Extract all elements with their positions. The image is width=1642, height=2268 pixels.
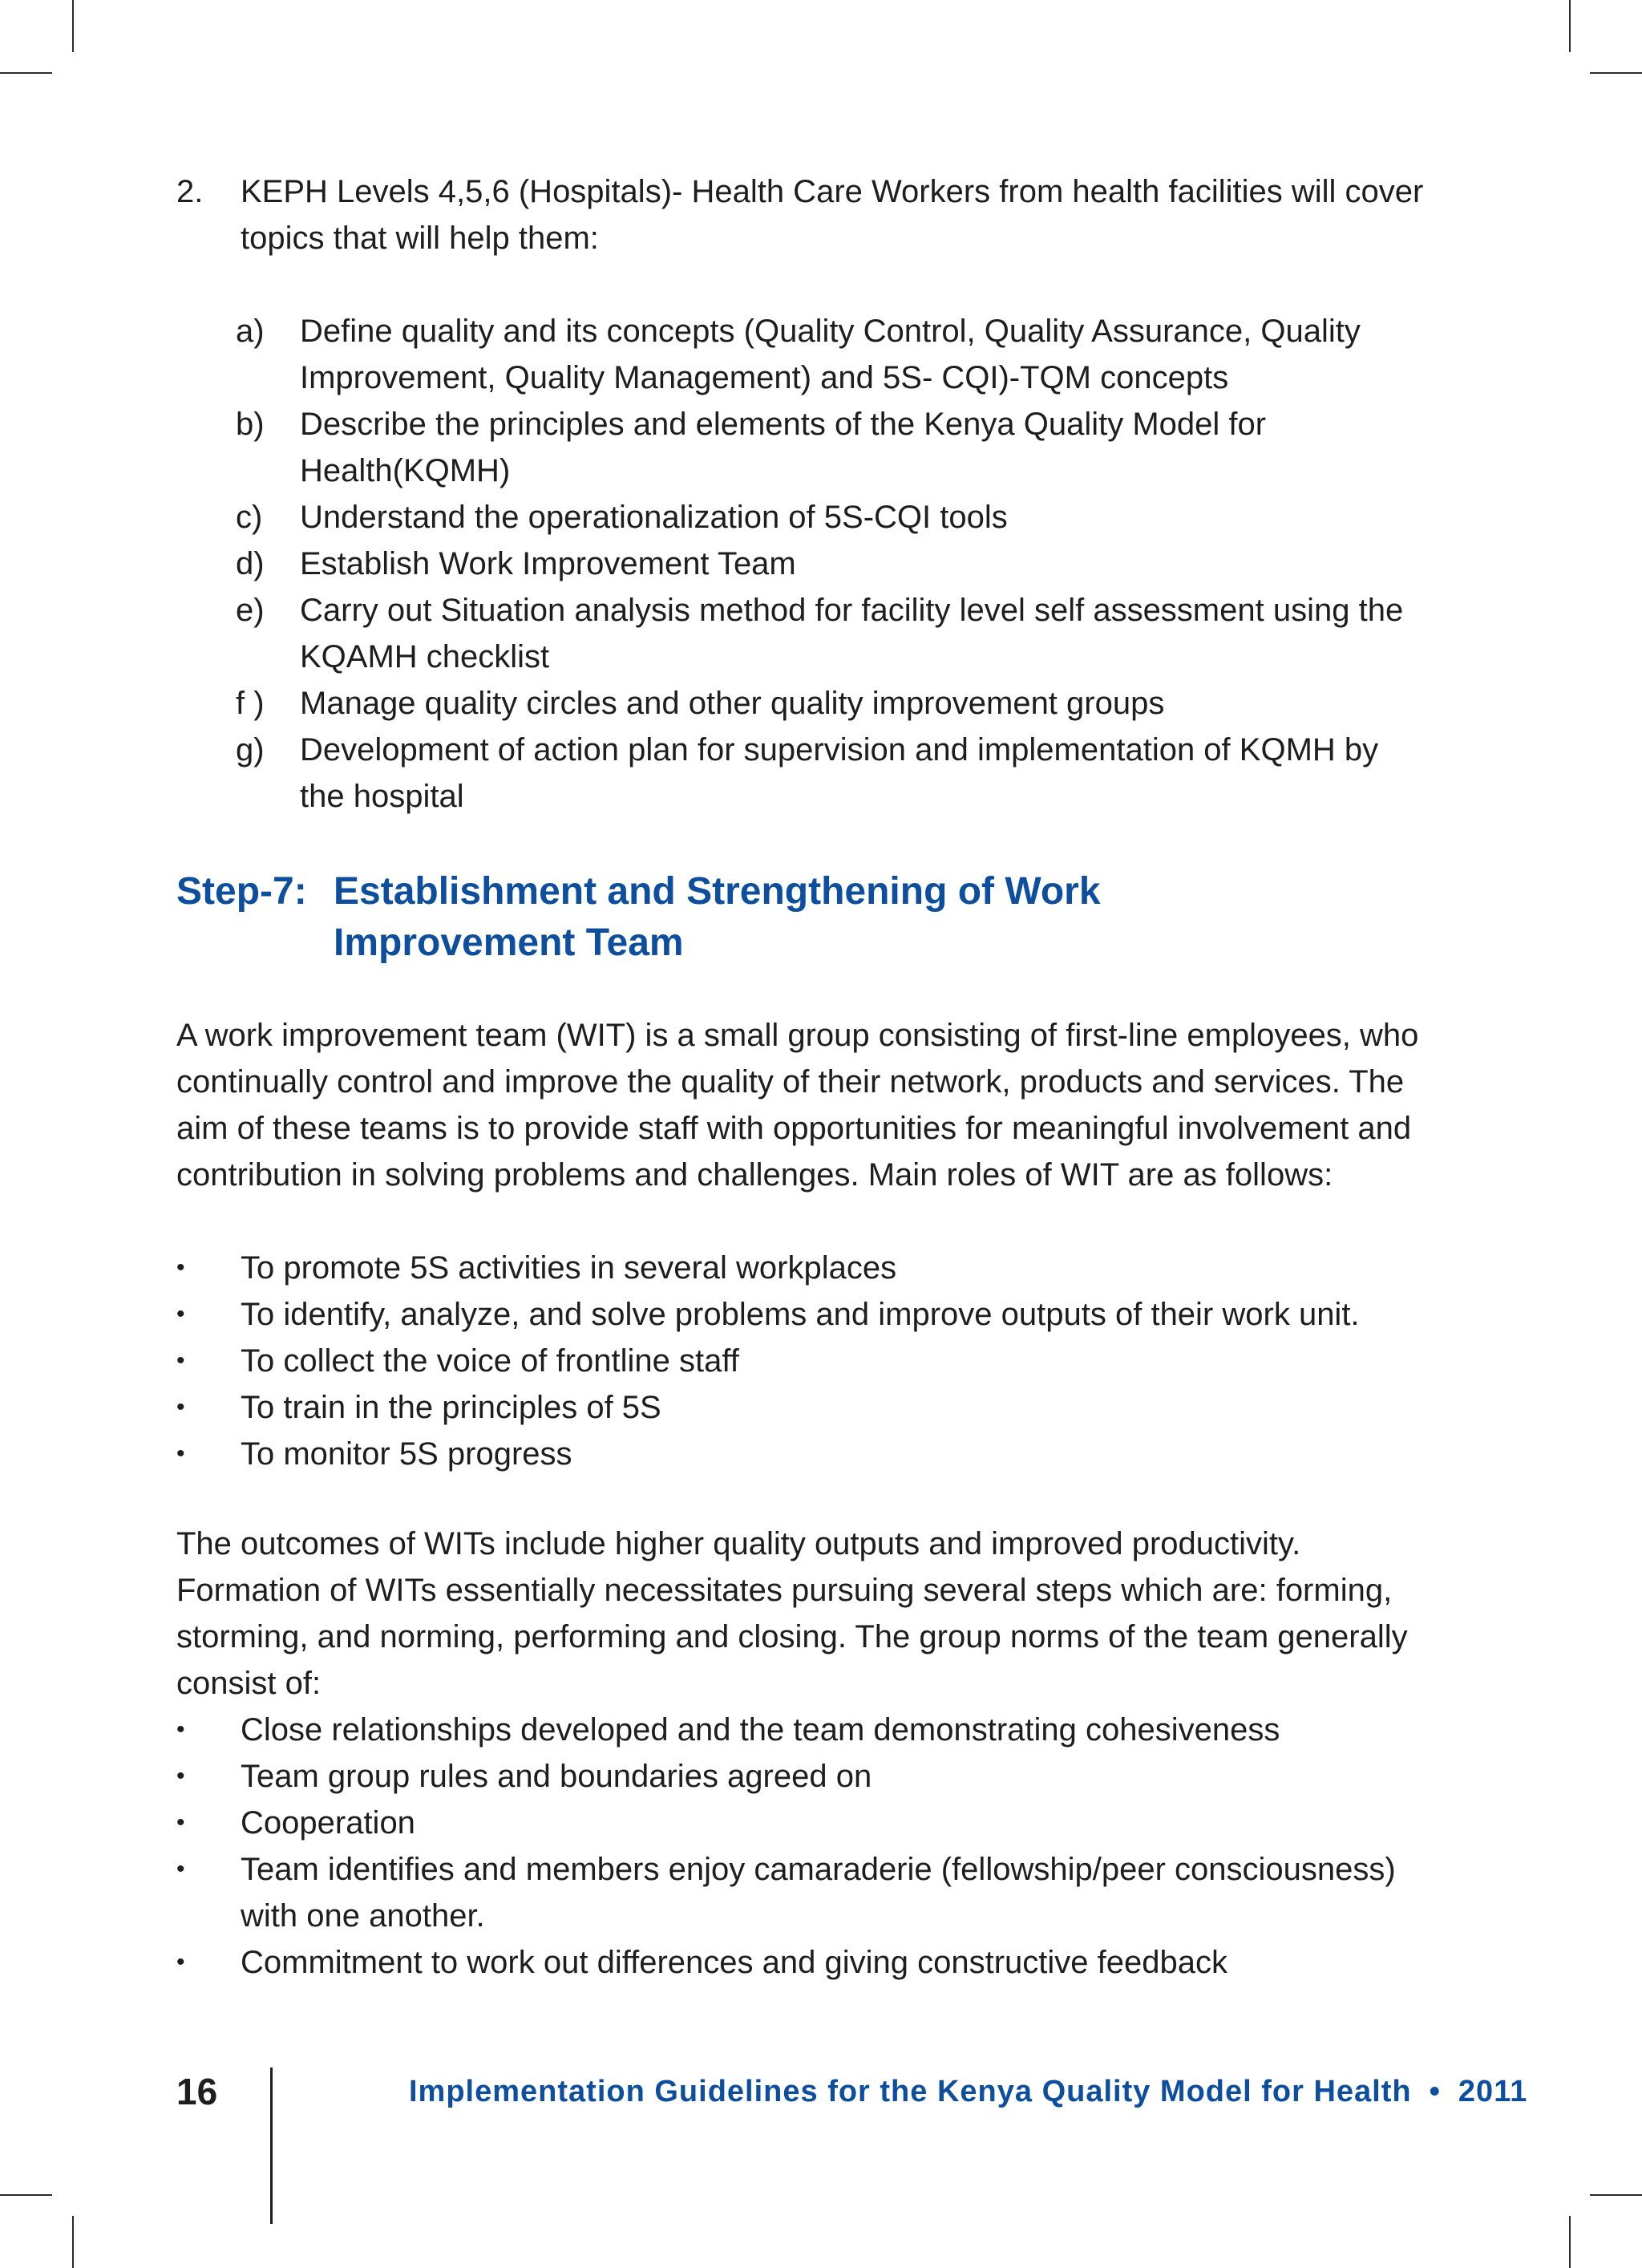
topic-marker: a) [236,314,265,349]
topic-marker: f ) [236,686,265,721]
footer-title [409,2069,1527,2114]
list-item-text: To identify, analyze, and solve problems and improve outputs of their work unit. [241,1297,1360,1332]
bullet-icon: • [176,1856,185,1882]
bullet-icon: • [176,1809,185,1836]
numbered-item [176,168,1427,261]
crop-mark [1569,2216,1571,2268]
item-number: 2. [176,174,204,209]
list-item-text: Cooperation [241,1805,415,1841]
wit-roles-list [176,1245,1427,1477]
list-item [176,1939,1427,1986]
bullet-icon: • [176,1440,185,1467]
bullet-icon: • [176,1716,185,1743]
topic-marker: e) [236,593,265,628]
step-title: Establishment and Strengthening of Work Improvement Team [334,870,1101,964]
footer-separator: • [1429,2075,1441,2108]
topic-marker: c) [236,500,263,535]
bullet-icon: • [176,1254,185,1281]
bullet-icon: • [176,1394,185,1420]
list-item-text: To monitor 5S progress [241,1436,572,1472]
list-item [176,1800,1427,1846]
step-label: Step-7: [176,870,307,913]
publication-title: Implementation Guidelines for the Kenya Quality Model for Health [409,2075,1412,2108]
topic-marker: b) [236,407,265,442]
wit-intro-paragraph: A work improvement team (WIT) is a small group consisting of first-line employees, who continually control and improve the quality of their network, products and services. The aim of these teams is to provide staff with opportunities for meaningful involvement and contribution in solving problems and challenges. Main roles of WIT are as follows: [176,1018,1419,1193]
topic-item [236,401,1427,494]
list-item [176,1707,1427,1753]
crop-mark [72,0,74,52]
topic-text: Understand the operationalization of 5S-CQI tools [300,500,1008,535]
list-item [176,1291,1427,1338]
crop-mark [1569,0,1571,52]
list-item [176,1384,1427,1431]
bullet-icon: • [176,1763,185,1789]
bullet-icon: • [176,1347,185,1374]
topic-marker: g) [236,732,265,767]
topic-item [236,494,1427,541]
list-item-text: Team identifies and members enjoy camaraderie (fellowship/peer consciousness) with one another. [241,1852,1396,1934]
crop-mark [0,2194,52,2196]
publication-year: 2011 [1458,2075,1528,2108]
list-item-text: To train in the principles of 5S [241,1390,661,1425]
topic-text: Define quality and its concepts (Quality Control, Quality Assurance, Quality Improvement, Quality Management) and 5S- CQI)-TQM concepts [300,314,1361,395]
step-heading [176,866,1427,969]
topic-text: Describe the principles and elements of the Kenya Quality Model for Health(KQMH) [300,407,1267,488]
list-item [176,1245,1427,1291]
crop-mark [1590,72,1642,74]
bullet-icon: • [176,1949,185,1975]
item-text: KEPH Levels 4,5,6 (Hospitals)- Health Care Workers from health facilities will cover topics that will help them: [241,174,1424,256]
list-item-text: Commitment to work out differences and giving constructive feedback [241,1945,1227,1980]
topic-text: Carry out Situation analysis method for facility level self assessment using the KQAMH checklist [300,593,1404,674]
list-item-text: Team group rules and boundaries agreed on [241,1759,872,1794]
topic-text: Establish Work Improvement Team [300,546,796,581]
topic-text: Development of action plan for supervision and implementation of KQMH by the hospital [300,732,1379,814]
page-number: 16 [176,2071,218,2112]
list-item-text: To collect the voice of frontline staff [241,1343,739,1379]
page-footer [0,2068,1642,2164]
topic-item [236,308,1427,401]
list-item [176,1846,1427,1939]
list-item-text: Close relationships developed and the team demonstrating cohesiveness [241,1712,1280,1748]
topic-item [236,680,1427,727]
topic-marker: d) [236,546,265,581]
list-item [176,1338,1427,1384]
bullet-icon: • [176,1301,185,1327]
list-item [176,1753,1427,1800]
topic-item [236,727,1427,820]
topic-text: Manage quality circles and other quality improvement groups [300,686,1165,721]
crop-mark [72,2216,74,2268]
wit-outcomes-paragraph: The outcomes of WITs include higher quality outputs and improved productivity. Formation of WITs essentially necessitates pursuing several steps which are: forming, storming, and norming, performing and closing. The group norms of the team generally consist of: [176,1526,1408,1701]
page-content [176,168,1427,1986]
group-norms-list [176,1707,1427,1986]
list-item-text: To promote 5S activities in several workplaces [241,1250,897,1286]
topic-list [236,308,1427,820]
footer-divider [270,2068,273,2224]
topic-item [236,541,1427,587]
topic-item [236,587,1427,680]
list-item [176,1431,1427,1477]
crop-mark [0,72,52,74]
crop-mark [1590,2194,1642,2196]
